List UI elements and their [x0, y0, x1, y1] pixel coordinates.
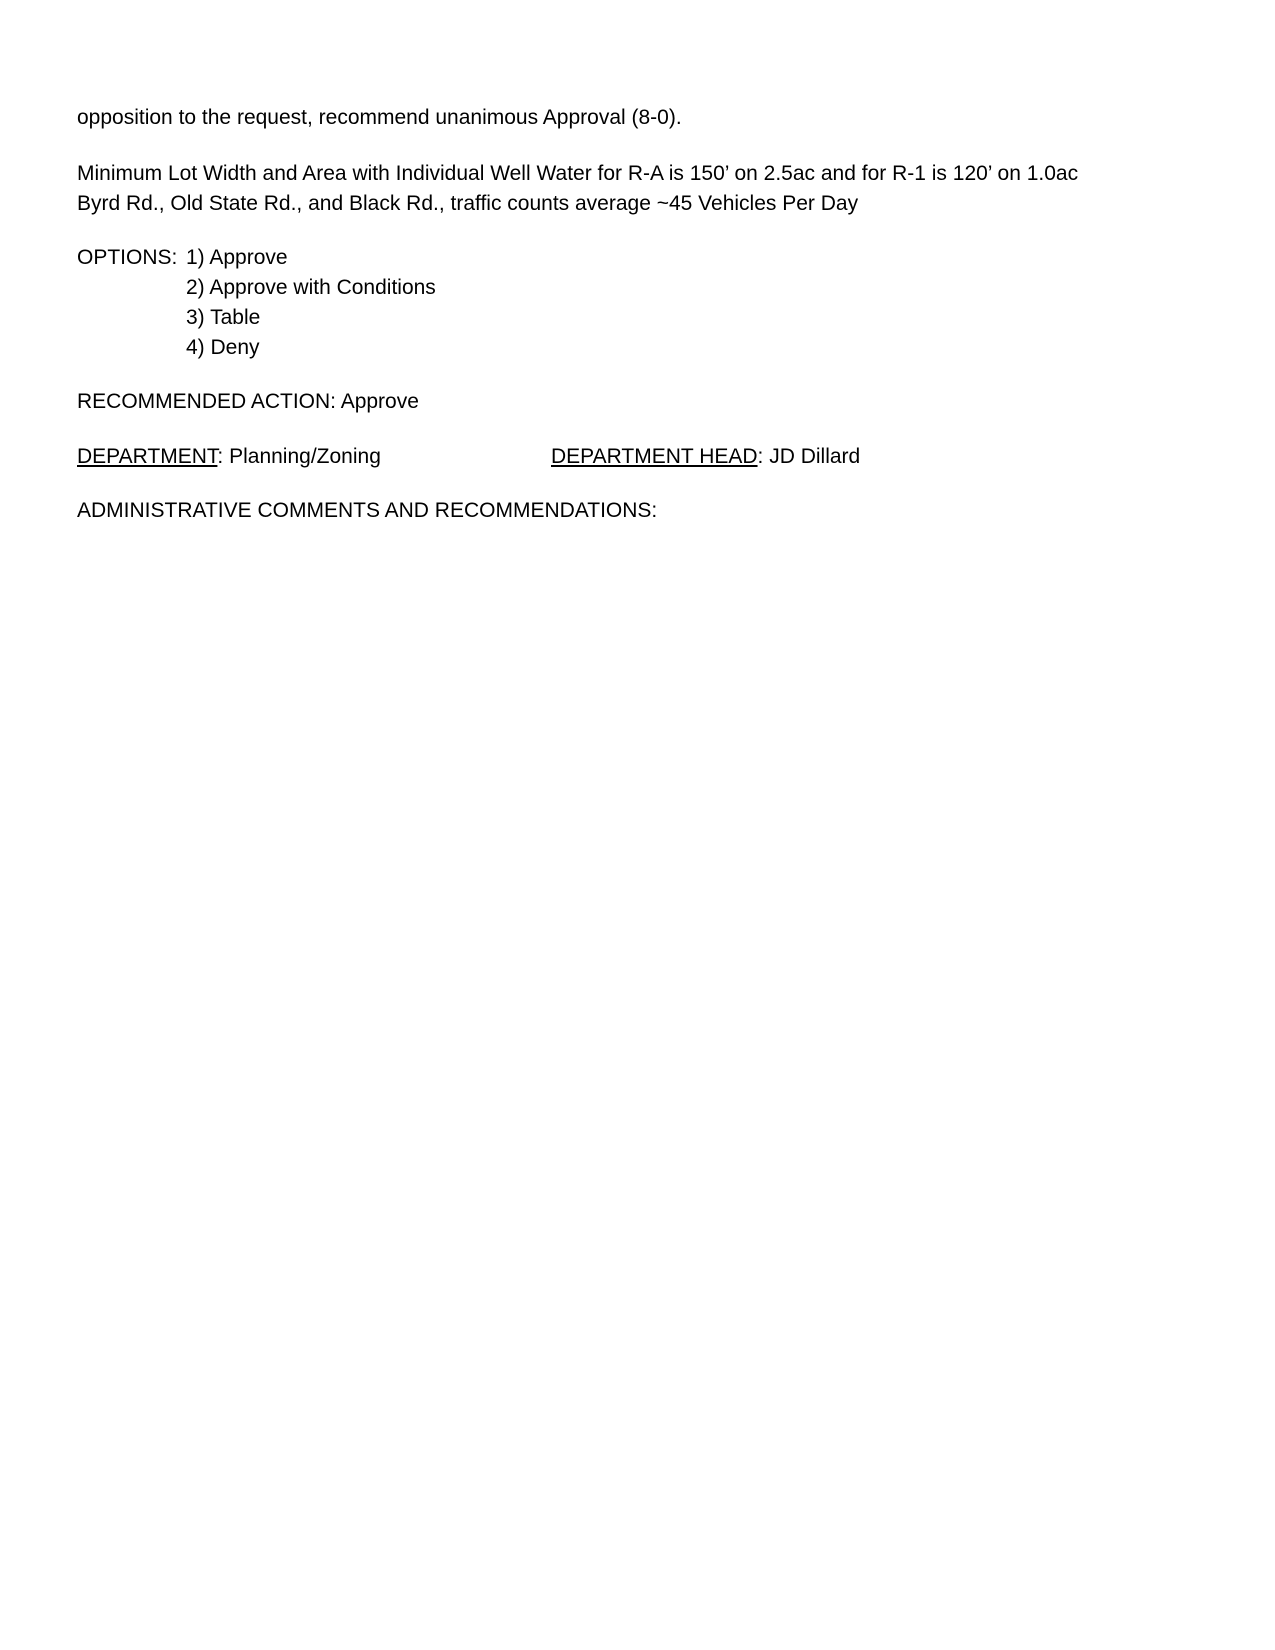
department-label: DEPARTMENT [77, 445, 218, 468]
department-head-value: : JD Dillard [757, 445, 861, 468]
options-label: OPTIONS: [77, 246, 178, 269]
department-row [77, 442, 1227, 472]
recommended-action: RECOMMENDED ACTION: Approve [77, 390, 419, 413]
department-value: : Planning/Zoning [217, 445, 381, 468]
department-head-field [551, 442, 860, 472]
lot-requirements-block [77, 159, 1227, 219]
intro-line: opposition to the request, recommend unanimous Approval (8-0). [77, 106, 682, 129]
admin-comments-heading: ADMINISTRATIVE COMMENTS AND RECOMMENDATIONS: [77, 499, 658, 522]
department-field [77, 442, 551, 472]
min-lot-line: Minimum Lot Width and Area with Individual Well Water for R-A is 150’ on 2.5ac and for R-1 is 120’ on 1.0ac [77, 162, 1079, 185]
options-section [77, 243, 1227, 363]
option-item-table: 3) Table [186, 306, 261, 329]
options-list [186, 243, 436, 363]
option-item-deny: 4) Deny [186, 336, 260, 359]
option-item-approve: 1) Approve [186, 246, 288, 269]
department-head-label: DEPARTMENT HEAD [551, 445, 758, 468]
option-item-approve-with-conditions: 2) Approve with Conditions [186, 276, 436, 299]
traffic-line: Byrd Rd., Old State Rd., and Black Rd., traffic counts average ~45 Vehicles Per Day [77, 192, 859, 215]
document-page [77, 103, 1227, 526]
